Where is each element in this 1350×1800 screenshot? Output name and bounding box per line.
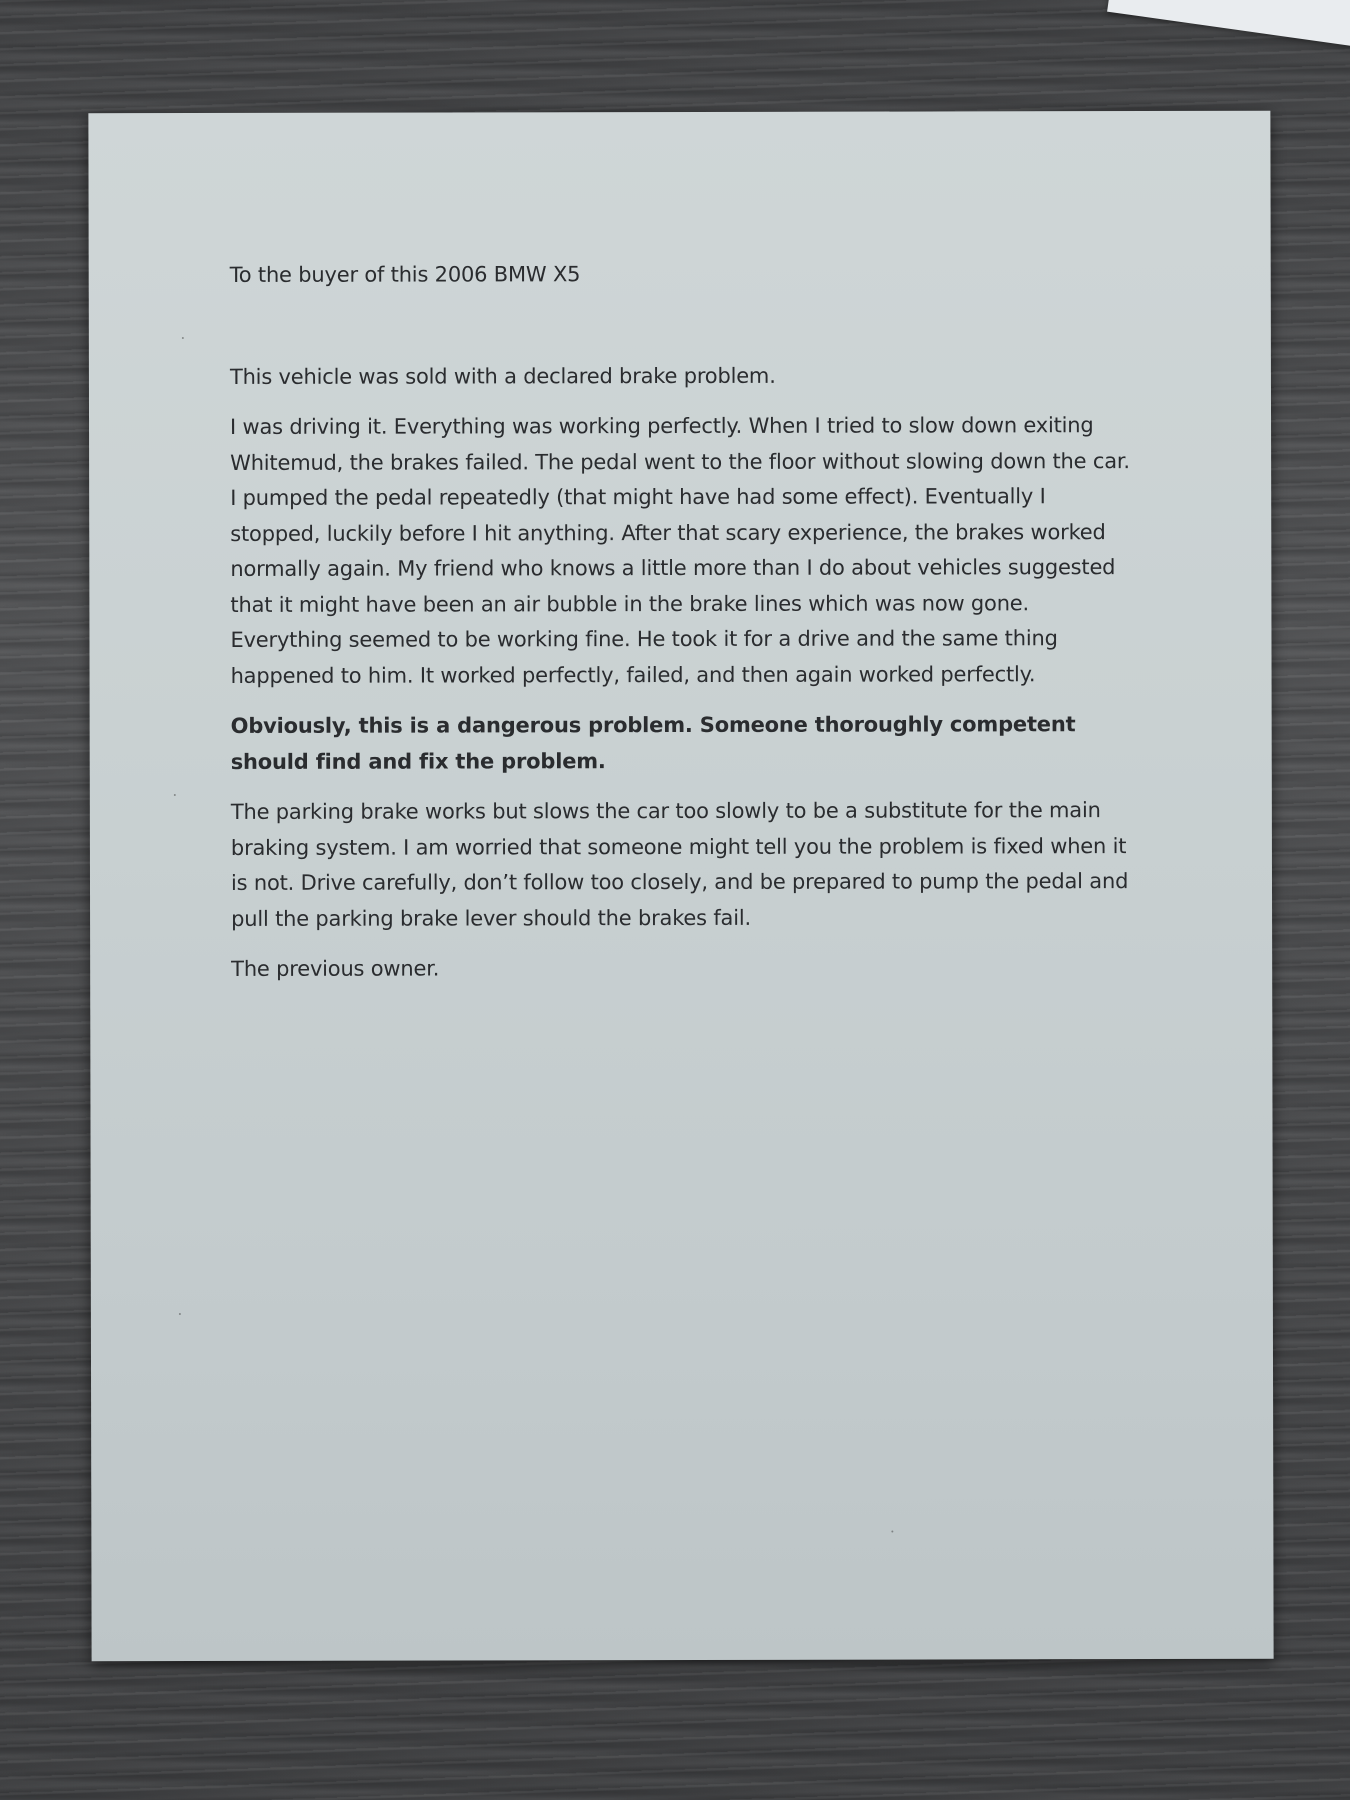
letter-paragraph-intro: This vehicle was sold with a declared brake problem.	[229, 363, 776, 389]
paper-sheet	[88, 111, 1273, 1661]
background-paper-corner	[1107, 0, 1350, 48]
paper-speck	[179, 1313, 181, 1315]
letter-paragraph-incident: I was driving it. Everything was working perfectly. When I tried to slow down exiting Whitemud, the brakes failed. The pedal went to the floor without slowing down the car. I pumped the pedal repeatedly (that might have had some effect). Eventually I stopped, luckily before I hit anything. After that scary experience, the brakes worked normally again. My friend who knows a little more than I do about vehicles suggested that it might have been an air bubble in the brake lines which was now gone. Everything seemed to be working fine. He took it for a drive and the same thing happened to him. It worked perfectly, failed, and then again worked perfectly.	[230, 413, 1130, 688]
letter-signoff: The previous owner.	[231, 956, 440, 981]
paper-speck	[891, 1531, 893, 1533]
letter-body	[230, 256, 1132, 1002]
letter-paragraph-warning: Obviously, this is a dangerous problem. Someone thoroughly competent should find and fix the problem.	[230, 712, 1076, 774]
letter-paragraph-parking-brake: The parking brake works but slows the car too slowly to be a substitute for the main braking system. I am worried that someone might tell you the problem is fixed when it is not. Drive carefully, don’t follow too closely, and be prepared to pump the pedal and pull the parking brake lever should the brakes fail.	[230, 798, 1129, 931]
paper-speck	[174, 794, 176, 796]
letter-salutation: To the buyer of this 2006 BMW X5	[229, 262, 581, 287]
paper-speck	[182, 337, 184, 339]
